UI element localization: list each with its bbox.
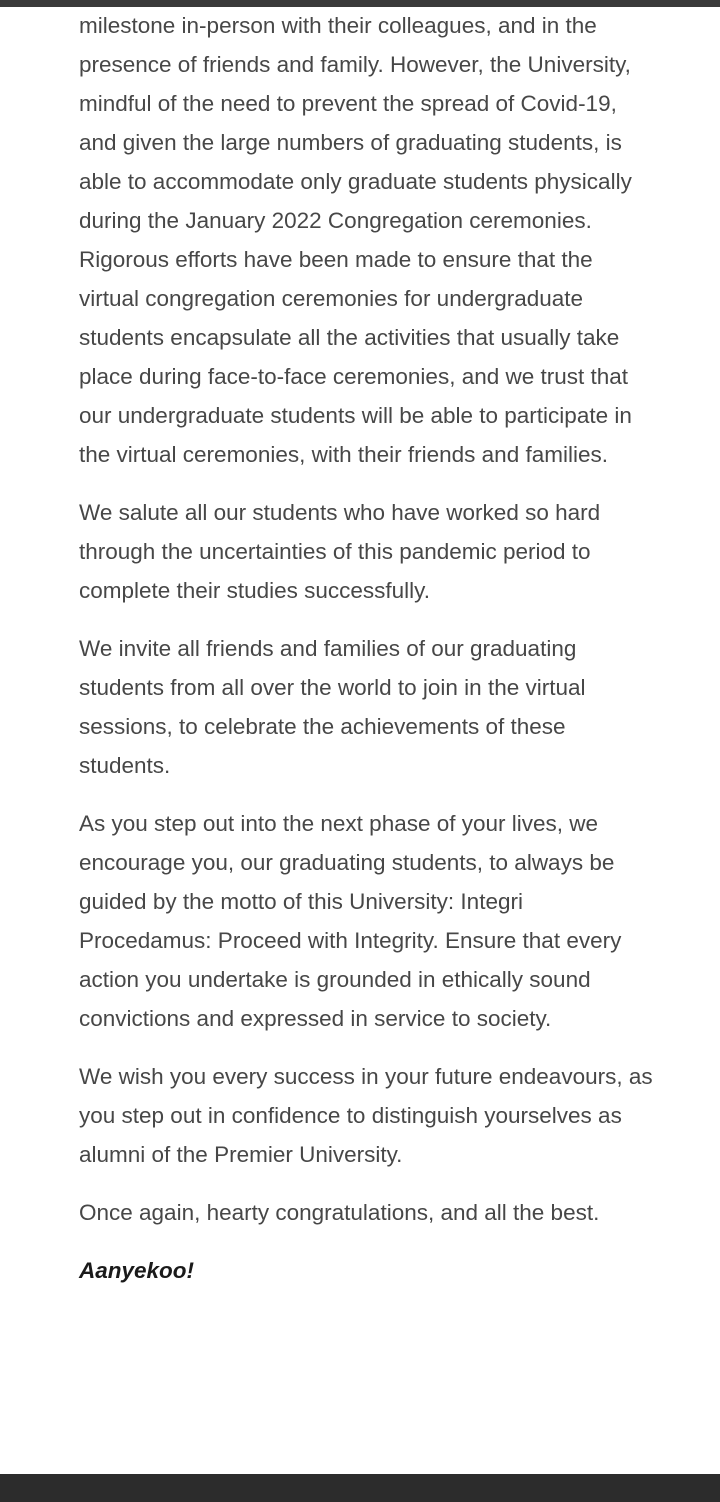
paragraph-salute-students: We salute all our students who have worked so hard through the uncertainties of this pandemic period to complete their studies successfully. (79, 500, 601, 603)
paragraph-congregation-info: milestone in-person with their colleagues, and in the presence of friends and family. However, the University, mindful of the need to prevent the spread of Covid-19, and given the large numbers of graduating students, is able to accommodate only graduate students physically during the January 2022 Congregation ceremonies. Rigorous efforts have been made to ensure that the virtual congregation ceremonies for undergraduate students encapsulate all the activities that usually take place during face-to-face ceremonies, and we trust that our undergraduate students will be able to participate in the virtual ceremonies, with their friends and families. (79, 13, 632, 467)
paragraph-success-wishes: We wish you every success in your future endeavours, as you step out in confidence to distinguish yourselves as alumni of the Premier University. (79, 1064, 653, 1167)
paragraph-university-motto: As you step out into the next phase of your lives, we encourage you, our graduating students, to always be guided by the motto of this University: Integri Procedamus: Proceed with Integrity. Ensure that every action you undertake is grounded in ethically sound convictions and expressed in service to society. (79, 811, 622, 1031)
signoff-text: Aanyekoo! (79, 1258, 195, 1283)
paragraph-invite-families: We invite all friends and families of our graduating students from all over the world to join in the virtual sessions, to celebrate the achievements of these students. (79, 636, 586, 778)
bottom-navigation-bar (0, 1474, 720, 1502)
article-body (79, 6, 654, 1290)
paragraph-congratulations: Once again, hearty congratulations, and all the best. (79, 1200, 600, 1225)
